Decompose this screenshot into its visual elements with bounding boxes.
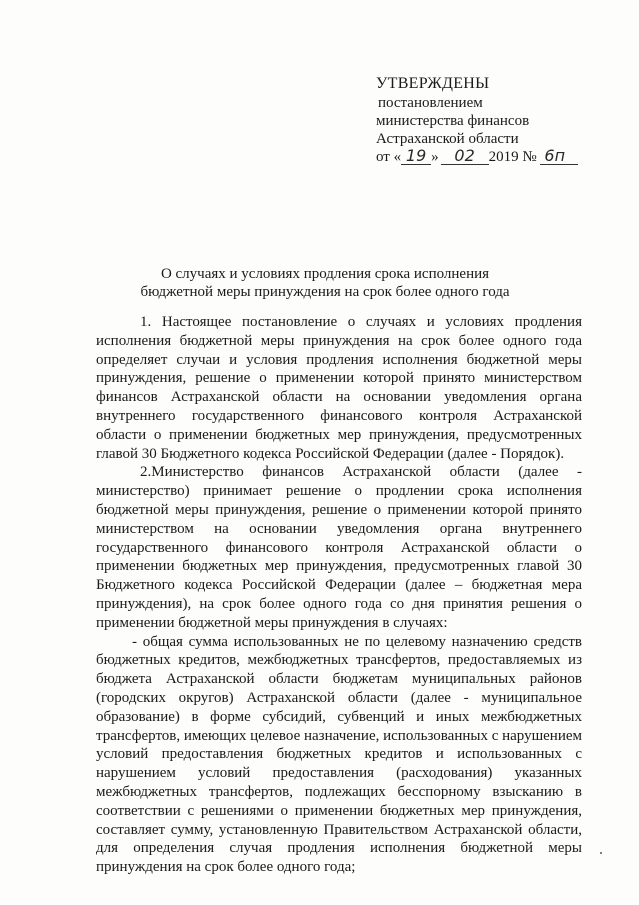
paragraph-2: 2.Министерство финансов Астраханской области (далее - министерство) принимает решение о продлении срока исполнения бюджетной меры принуждения, решение о применении которой принято министерством на основании уведомления органа внутреннего государственного финансового контроля Астраханской области о применении бюджетных мер принуждения, предусмотренных главой 30 Бюджетного кодекса Российской Федерации (далее – бюджетная мера принуждения), на срок более одного года со дня принятия решения о применении бюджетной меры принуждения в случаях:	[96, 464, 582, 631]
paragraph-3: - общая сумма использованных не по целевому назначению средств бюджетных кредитов, межбюджетных трансфертов, предоставляемых из бюджета Астраханской области бюджетам муниципальных районов (городских округов) Астраханской области (далее - муниципальное образование) в форме субсидий, субвенций и иных межбюджетных трансфертов, имеющих целевое назначение, использованных с нарушением условий предоставления бюджетных кредитов и использованных с нарушением условий предоставления (расходования) указанных межбюджетных трансфертов, подлежащих бесспорному взысканию в соответствии с решениями о применении бюджетных мер принуждения, составляет сумму, установленную Правительством Астраханской области, для определения случая продления исполнения бюджетной меры принуждения на срок более одного года;	[96, 633, 583, 876]
approval-block	[376, 75, 616, 166]
date-prefix: от «	[376, 149, 402, 165]
document-body	[96, 313, 582, 877]
document-title	[120, 265, 530, 301]
title-line-2: бюджетной меры принуждения на срок более одного года	[140, 284, 510, 300]
title-line-1: О случаях и условиях продления срока исполнения	[160, 266, 490, 282]
approval-line-resolution: постановлением	[378, 95, 483, 111]
handwritten-day: 19	[401, 148, 431, 165]
date-quote-close: »	[431, 149, 439, 165]
approval-heading: УТВЕРЖДЕНЫ	[376, 75, 490, 92]
handwritten-month: 02	[441, 148, 489, 165]
handwritten-doc-number: 6п	[540, 148, 578, 165]
date-year: 2019 №	[488, 149, 537, 165]
scan-speck	[600, 852, 602, 854]
approval-date-line	[376, 148, 616, 166]
approval-line-region: Астраханской области	[376, 131, 519, 147]
paragraph-1: 1. Настоящее постановление о случаях и условиях продления исполнения бюджетной меры принуждения на срок более одного года определяет случаи и условия продления исполнения бюджетной меры принуждения, решение о применении которой принято министерством финансов Астраханской области на основании уведомления органа внутреннего государственного финансового контроля Астраханской области о применении бюджетных мер принуждения, предусмотренных главой 30 Бюджетного кодекса Российской Федерации (далее - Порядок).	[96, 314, 582, 462]
approval-line-ministry: министерства финансов	[376, 113, 530, 129]
